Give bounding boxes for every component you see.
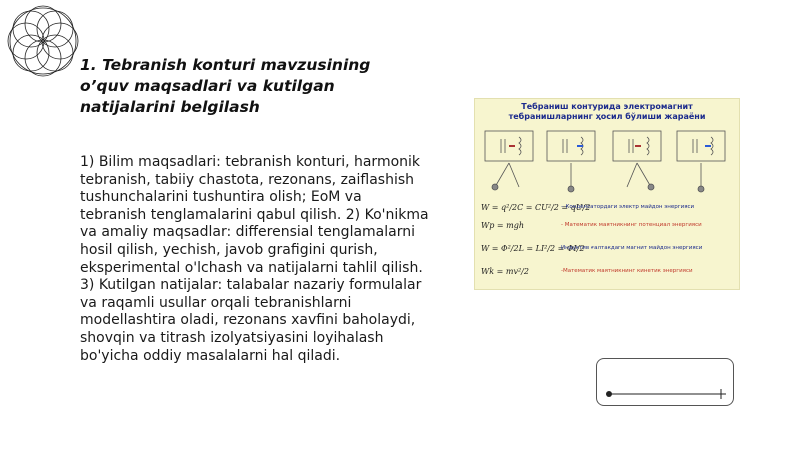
- slider-widget[interactable]: [596, 358, 734, 406]
- formula-row: [481, 240, 731, 258]
- decorative-circle-logo-icon: [6, 4, 80, 78]
- formula-row: [481, 217, 731, 235]
- figure-title: [475, 102, 739, 122]
- figure-title-line-1: Тебраниш контурида электромагнит: [521, 102, 693, 111]
- formula-description: -Математик маятникнинг кинетик энергияси: [561, 268, 693, 274]
- slide-body-text: 1) Bilim maqsadlari: tebranish konturi, harmonik tebranish, tabiiy chastota, rezonans, zaiflashish tushunchalarini tushuntira olish; EoM va tebranish tenglamalarini qabul qilish. 2) Ko'nikma va amaliy maqsadlar: differensial tenglamalarni hosil qilish, yechish, javob grafigini qurish, eksperimental o'lchash va natijalarni tahlil qilish. 3) Kutilgan natijalar: talabalar nazariy formulalar va raqamli usullar orqali tebranishlarni modellashtira oladi, rezonans xavfini baholaydi, shovqin va titrash izolyatsiyasini loyihalash bo'yicha oddiy masalalarni hal qiladi.: [80, 154, 429, 364]
- figure-title-line-2: тебранишларнинг ҳосил бўлиши жараёни: [508, 112, 706, 121]
- slider-handle-icon[interactable]: [606, 391, 612, 397]
- formula-row: [481, 263, 731, 281]
- circuit-diagrams-icon: [481, 125, 733, 195]
- formula-row: [481, 199, 731, 217]
- formula-text: W = Φ²/2L = LI²/2 = ΦI/2: [481, 244, 585, 253]
- formula-text: W = q²/2C = CU²/2 = qU/2: [481, 203, 591, 212]
- formula-text: Wk = mv²/2: [481, 267, 529, 276]
- slide-title: 1. Tebranish konturi mavzusining o’quv maqsadlari va kutilgan natijalarini belgilash: [80, 56, 371, 116]
- formula-description: – Конденсатордаги электр майдон энергияси: [561, 204, 695, 210]
- slider-track-icon: [597, 359, 733, 405]
- lc-circuit-figure: [474, 98, 740, 290]
- formula-description: - Математик маятникнинг потенциал энергияси: [561, 222, 702, 228]
- formula-description: Индуктив ғалтакдаги магнит майдон энергияси: [561, 245, 703, 251]
- formula-text: Wp = mgh: [481, 221, 524, 230]
